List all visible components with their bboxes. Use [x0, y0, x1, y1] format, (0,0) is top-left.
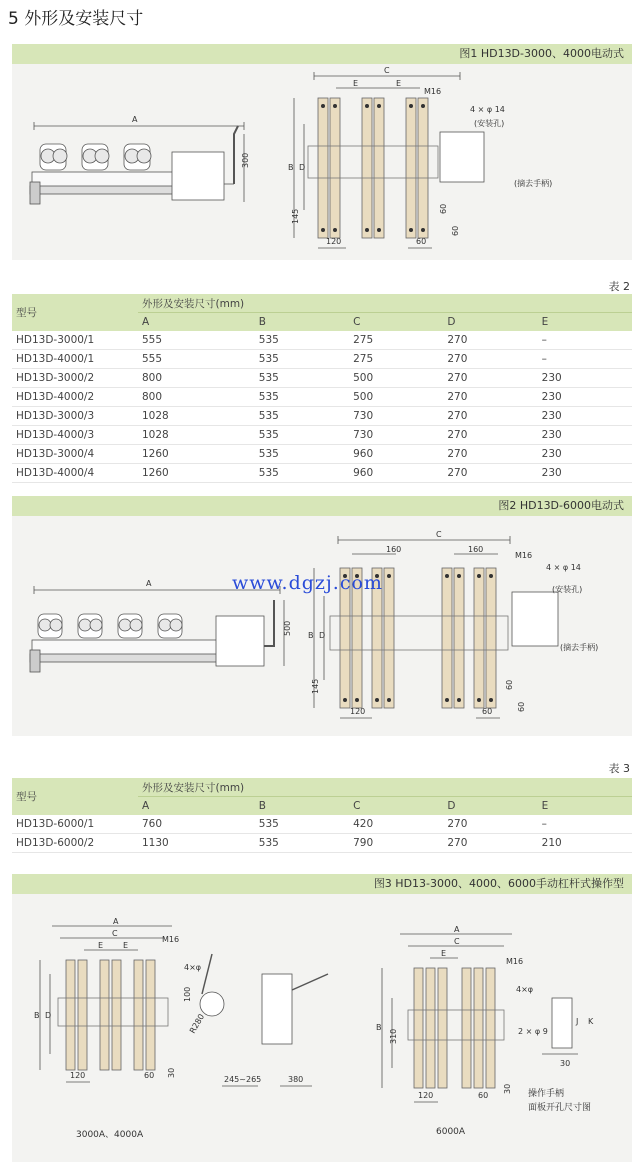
table-cell: 1260 [138, 464, 255, 483]
table-cell: 535 [255, 369, 349, 388]
table-cell: 535 [255, 426, 349, 445]
fig1-label-60b: 60 [439, 203, 448, 214]
table-cell: 730 [349, 407, 443, 426]
table-cell: HD13D-6000/1 [12, 815, 138, 834]
table-row [12, 464, 632, 483]
fig2-label-hole-note: (安装孔) [552, 585, 583, 594]
table-cell: 270 [443, 426, 537, 445]
table-cell: 230 [538, 388, 632, 407]
table-cell: 270 [443, 445, 537, 464]
table-cell: 800 [138, 388, 255, 407]
table-cell: 230 [538, 426, 632, 445]
watermark-text: www.dgzj.com [232, 572, 383, 594]
table-cell: 535 [255, 834, 349, 853]
fig3-left-label-A: A [113, 917, 119, 926]
fig3-left-label-245: 245~265 [224, 1075, 262, 1084]
table-cell: 790 [349, 834, 443, 853]
table-cell: 270 [443, 464, 537, 483]
fig3-right-label-J: J [576, 1017, 579, 1026]
table-cell: 270 [443, 331, 537, 350]
fig3-left-label-100: 100 [183, 986, 192, 1002]
table-row [12, 445, 632, 464]
table3 [12, 778, 632, 853]
fig2-label-60a: 60 [482, 707, 493, 716]
fig2-label-60c: 60 [517, 701, 526, 712]
fig1-label-60a: 60 [416, 237, 427, 246]
table-row [12, 369, 632, 388]
table-cell: – [538, 331, 632, 350]
fig3-right-label-M16: M16 [506, 957, 524, 966]
fig1-caption-bar [12, 44, 632, 64]
table-cell: HD13D-3000/1 [12, 331, 138, 350]
table-cell: 230 [538, 369, 632, 388]
table-cell: 230 [538, 407, 632, 426]
table2-col-A: A [138, 313, 255, 332]
table-cell: – [538, 350, 632, 369]
table-cell: HD13D-4000/3 [12, 426, 138, 445]
table-cell: 555 [138, 331, 255, 350]
fig3-left-label-M16: M16 [162, 935, 180, 944]
table-cell: HD13D-3000/2 [12, 369, 138, 388]
table3-group-header: 外形及安装尺寸(mm) [138, 778, 632, 797]
table-cell: 555 [138, 350, 255, 369]
fig1-label-E2: E [396, 79, 402, 88]
table2-group-header: 外形及安装尺寸(mm) [138, 294, 632, 313]
fig1-label-B: B [288, 163, 294, 172]
table-row [12, 815, 632, 834]
fig1-drawing-area [12, 64, 632, 260]
table3-col-A: A [138, 797, 255, 816]
table-cell: 230 [538, 445, 632, 464]
table3-col-B: B [255, 797, 349, 816]
fig3-left-label-hole: 4×φ [184, 963, 202, 972]
table-cell: 535 [255, 331, 349, 350]
fig3-left-label-E2: E [123, 941, 129, 950]
fig3-drawing [12, 894, 632, 1162]
fig3-right-label-K: K [588, 1017, 594, 1026]
fig1-front-view [288, 66, 552, 248]
fig2-label-D: D [319, 631, 326, 640]
section-title: 5 外形及安装尺寸 [8, 9, 144, 29]
fig3-left-label-R280: R280 [187, 1012, 207, 1035]
table-cell: 730 [349, 426, 443, 445]
table-cell: HD13D-3000/4 [12, 445, 138, 464]
table-cell: 960 [349, 464, 443, 483]
fig2-label-120: 120 [350, 707, 366, 716]
table-cell: 210 [538, 834, 632, 853]
fig3-left-label-380: 380 [288, 1075, 304, 1084]
fig1-label-300: 300 [241, 152, 250, 168]
fig3-drawing-area [12, 894, 632, 1162]
table-row [12, 407, 632, 426]
table-cell: 270 [443, 369, 537, 388]
fig3-right-label-B: B [376, 1023, 382, 1032]
fig3-left-view [34, 917, 328, 1086]
table-cell: 1260 [138, 445, 255, 464]
fig2-label-145: 145 [311, 678, 320, 694]
table2-label: 表 2 [608, 280, 630, 293]
fig3-right-label-310: 310 [389, 1028, 398, 1044]
fig3-panel-note2: 面板开孔尺寸图 [528, 1103, 592, 1113]
table-row [12, 426, 632, 445]
fig3-right-label-2x9: 2 × φ 9 [518, 1027, 548, 1036]
fig3-right-label-30b: 30 [560, 1059, 571, 1068]
table2 [12, 294, 632, 483]
fig2-drawing [12, 516, 632, 736]
fig3-right-label-C: C [454, 937, 460, 946]
fig1-label-hole: 4 × φ 14 [470, 105, 505, 114]
fig2-front-view [308, 530, 598, 718]
fig1-label-M16: M16 [424, 87, 442, 96]
fig2-label-B: B [308, 631, 314, 640]
fig1-label-A: A [132, 115, 138, 124]
table-cell: 230 [538, 464, 632, 483]
table-cell: 270 [443, 388, 537, 407]
fig3-caption: 图3 HD13-3000、4000、6000手动杠杆式操作型 [373, 877, 624, 890]
table-cell: 270 [443, 834, 537, 853]
fig1-drawing [12, 64, 632, 260]
fig3-sub-left: 3000A、4000A [76, 1130, 144, 1140]
fig2-label-160a: 160 [386, 545, 402, 554]
table-cell: 1028 [138, 426, 255, 445]
table-cell: 800 [138, 369, 255, 388]
table2-model-header: 型号 [12, 294, 138, 331]
fig1-label-D: D [299, 163, 306, 172]
fig1-side-view [30, 115, 250, 204]
fig2-label-C: C [436, 530, 442, 539]
table3-col-D: D [443, 797, 537, 816]
fig3-right-view [376, 925, 594, 1102]
fig1-caption: 图1 HD13D-3000、4000电动式 [459, 47, 624, 60]
table-cell: HD13D-4000/4 [12, 464, 138, 483]
fig3-left-label-30: 30 [167, 1067, 176, 1078]
fig3-left-label-C: C [112, 929, 118, 938]
fig3-left-label-120: 120 [70, 1071, 86, 1080]
fig3-right-label-hole: 4×φ [516, 985, 534, 994]
table-cell: 1028 [138, 407, 255, 426]
fig3-left-label-B: B [34, 1011, 40, 1020]
table-cell: 275 [349, 331, 443, 350]
table2-col-B: B [255, 313, 349, 332]
table-cell: 535 [255, 388, 349, 407]
table-row [12, 388, 632, 407]
table-cell: 420 [349, 815, 443, 834]
table-cell: 535 [255, 350, 349, 369]
table-cell: HD13D-4000/1 [12, 350, 138, 369]
table-cell: 270 [443, 350, 537, 369]
fig2-label-A: A [146, 579, 152, 588]
fig2-label-handle-note: (摘去手柄) [560, 643, 599, 652]
table-cell: 270 [443, 407, 537, 426]
fig1-label-E1: E [353, 79, 359, 88]
fig2-label-hole: 4 × φ 14 [546, 563, 581, 572]
fig3-left-label-60: 60 [144, 1071, 155, 1080]
fig3-right-label-A: A [454, 925, 460, 934]
table-cell: 1130 [138, 834, 255, 853]
table3-label: 表 3 [608, 762, 630, 775]
fig1-label-145: 145 [291, 208, 300, 224]
table3-col-E: E [538, 797, 632, 816]
table-cell: 275 [349, 350, 443, 369]
table-row [12, 350, 632, 369]
fig1-label-hole-note: (安装孔) [474, 119, 505, 128]
table-cell: HD13D-3000/3 [12, 407, 138, 426]
fig2-label-M16: M16 [515, 551, 533, 560]
fig3-left-label-E1: E [98, 941, 104, 950]
fig2-label-500: 500 [283, 620, 292, 636]
fig2-caption: 图2 HD13D-6000电动式 [498, 499, 624, 512]
table2-col-D: D [443, 313, 537, 332]
fig3-caption-bar [12, 874, 632, 894]
fig3-right-label-120: 120 [418, 1091, 434, 1100]
table-cell: – [538, 815, 632, 834]
table-cell: HD13D-6000/2 [12, 834, 138, 853]
fig3-right-label-E: E [441, 949, 447, 958]
fig1-label-C: C [384, 66, 390, 75]
table-cell: 535 [255, 445, 349, 464]
table-cell: 535 [255, 464, 349, 483]
fig1-label-60c: 60 [451, 225, 460, 236]
fig3-right-label-60: 60 [478, 1091, 489, 1100]
table-cell: 270 [443, 815, 537, 834]
fig3-panel-note1: 操作手柄 [528, 1089, 565, 1099]
table-cell: 760 [138, 815, 255, 834]
table-row [12, 834, 632, 853]
table-cell: 500 [349, 369, 443, 388]
fig3-left-label-D: D [45, 1011, 52, 1020]
table-cell: HD13D-4000/2 [12, 388, 138, 407]
fig3-sub-right: 6000A [436, 1127, 466, 1137]
fig3-right-label-30: 30 [503, 1083, 512, 1094]
table-row [12, 331, 632, 350]
fig2-caption-bar [12, 496, 632, 516]
table-cell: 500 [349, 388, 443, 407]
fig2-label-60b: 60 [505, 679, 514, 690]
fig2-drawing-area [12, 516, 632, 736]
table3-col-C: C [349, 797, 443, 816]
table2-col-E: E [538, 313, 632, 332]
fig1-label-handle-note: (摘去手柄) [514, 179, 553, 188]
table-cell: 535 [255, 407, 349, 426]
table3-model-header: 型号 [12, 778, 138, 815]
fig2-label-160b: 160 [468, 545, 484, 554]
table-cell: 535 [255, 815, 349, 834]
table-cell: 960 [349, 445, 443, 464]
fig1-label-120: 120 [326, 237, 342, 246]
table2-col-C: C [349, 313, 443, 332]
